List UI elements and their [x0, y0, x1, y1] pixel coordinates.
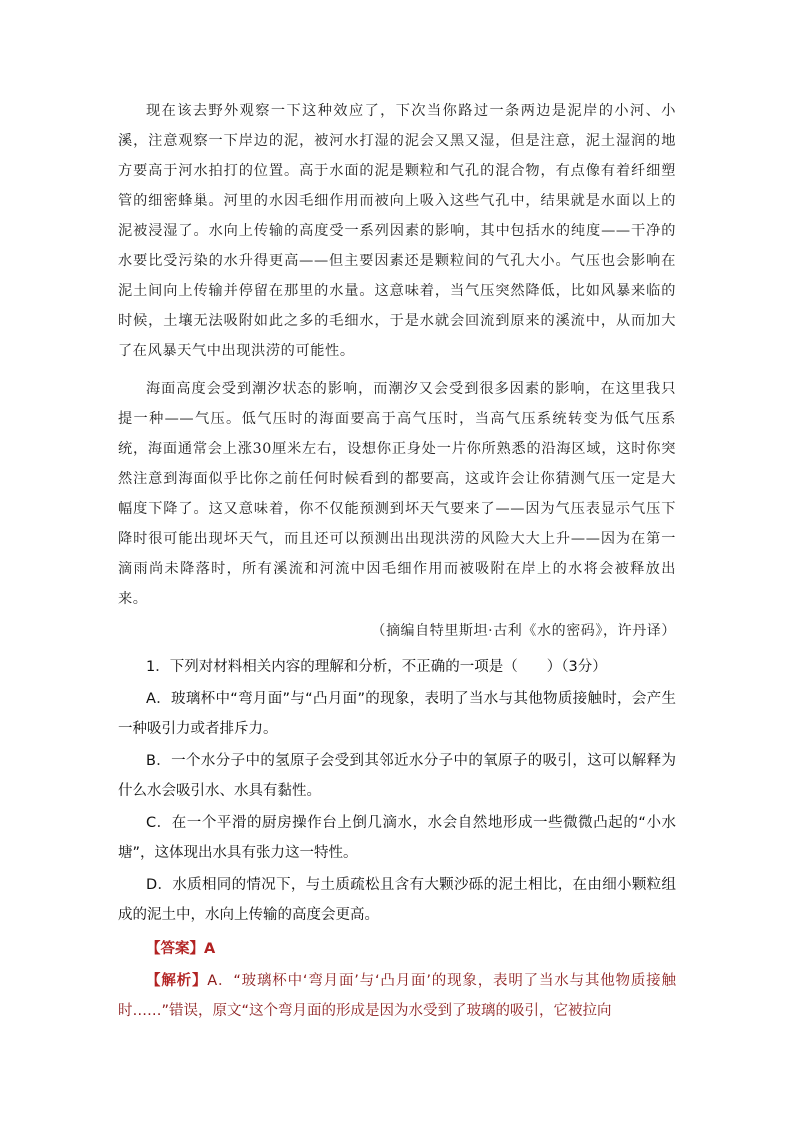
passage-paragraph-1: 现在该去野外观察一下这种效应了，下次当你路过一条两边是泥岸的小河、小溪，注意观察一下岸边的泥，被河水打湿的泥会又黑又湿，但是注意，泥土湿润的地方要高于河水拍打的位置。高于水面的泥是颗粒和气孔的混合物，有点像有着纤细塑管的细密蜂巢。河里的水因毛细作用而被向上吸入这些气孔中，结果就是水面以上的泥被浸湿了。水向上传输的高度受一系列因素的影响，其中包括水的纯度——干净的水要比受污染的水升得更高——但主要因素还是颗粒间的气孔大小。气压也会影响在泥土间向上传输并停留在那里的水量。这意味着，当气压突然降低，比如风暴来临的时候，土壤无法吸附如此之多的毛细水，于是水就会回流到原来的溪流中，从而加大了在风暴天气中出现洪涝的可能性。: [118, 103, 676, 359]
option-d: D．水质相同的情况下，与土质疏松且含有大颗沙砾的泥土相比，在由细小颗粒组成的泥土中，水向上传输的高度会更高。: [118, 877, 676, 923]
analysis-block: [118, 966, 676, 1026]
question-stem: 1．下列对材料相关内容的理解和分析，不正确的一项是（ ）（3分）: [146, 659, 607, 675]
passage-source: （摘编自特里斯坦·古利《水的密码》，许丹译）: [371, 623, 676, 639]
option-c: C．在一个平滑的厨房操作台上倒几滴水，水会自然地形成一些微微凸起的“小水塘”，这体现出水具有张力这一特性。: [118, 815, 676, 861]
answer-line: [118, 934, 676, 964]
answer-value: A: [204, 941, 216, 957]
analysis-tag: 【解析】: [146, 973, 208, 989]
passage-paragraph-2: 海面高度会受到潮汐状态的影响，而潮汐又会受到很多因素的影响，在这里我只提一种——气压。低气压时的海面要高于高气压时，当高气压系统转变为低气压系统，海面通常会上涨30厘米左右，设想你正身处一片你所熟悉的沿海区域，这时你突然注意到海面似乎比你之前任何时候看到的都要高，这或许会让你猜测气压一定是大幅度下降了。这又意味着，你不仅能预测到坏天气要来了——因为气压表显示气压下降时很可能出现坏天气，而且还可以预测出出现洪涝的风险大大上升——因为在第一滴雨尚未降落时，所有溪流和河流中因毛细作用而被吸附在岸上的水将会被释放出来。: [118, 381, 676, 607]
option-a: A．玻璃杯中“弯月面”与“凸月面”的现象，表明了当水与其他物质接触时，会产生一种吸引力或者排斥力。: [118, 691, 676, 737]
answer-tag: 【答案】: [146, 941, 204, 957]
option-b: B．一个水分子中的氢原子会受到其邻近水分子中的氧原子的吸引，这可以解释为什么水会吸引水、水具有黏性。: [118, 753, 676, 799]
document-page: [118, 96, 676, 1026]
analysis-text: A．“玻璃杯中‘弯月面’与‘凸月面’的现象，表明了当水与其他物质接触时……”错误，原文“这个弯月面的形成是因为水受到了玻璃的吸引，它被拉向: [118, 973, 676, 1019]
